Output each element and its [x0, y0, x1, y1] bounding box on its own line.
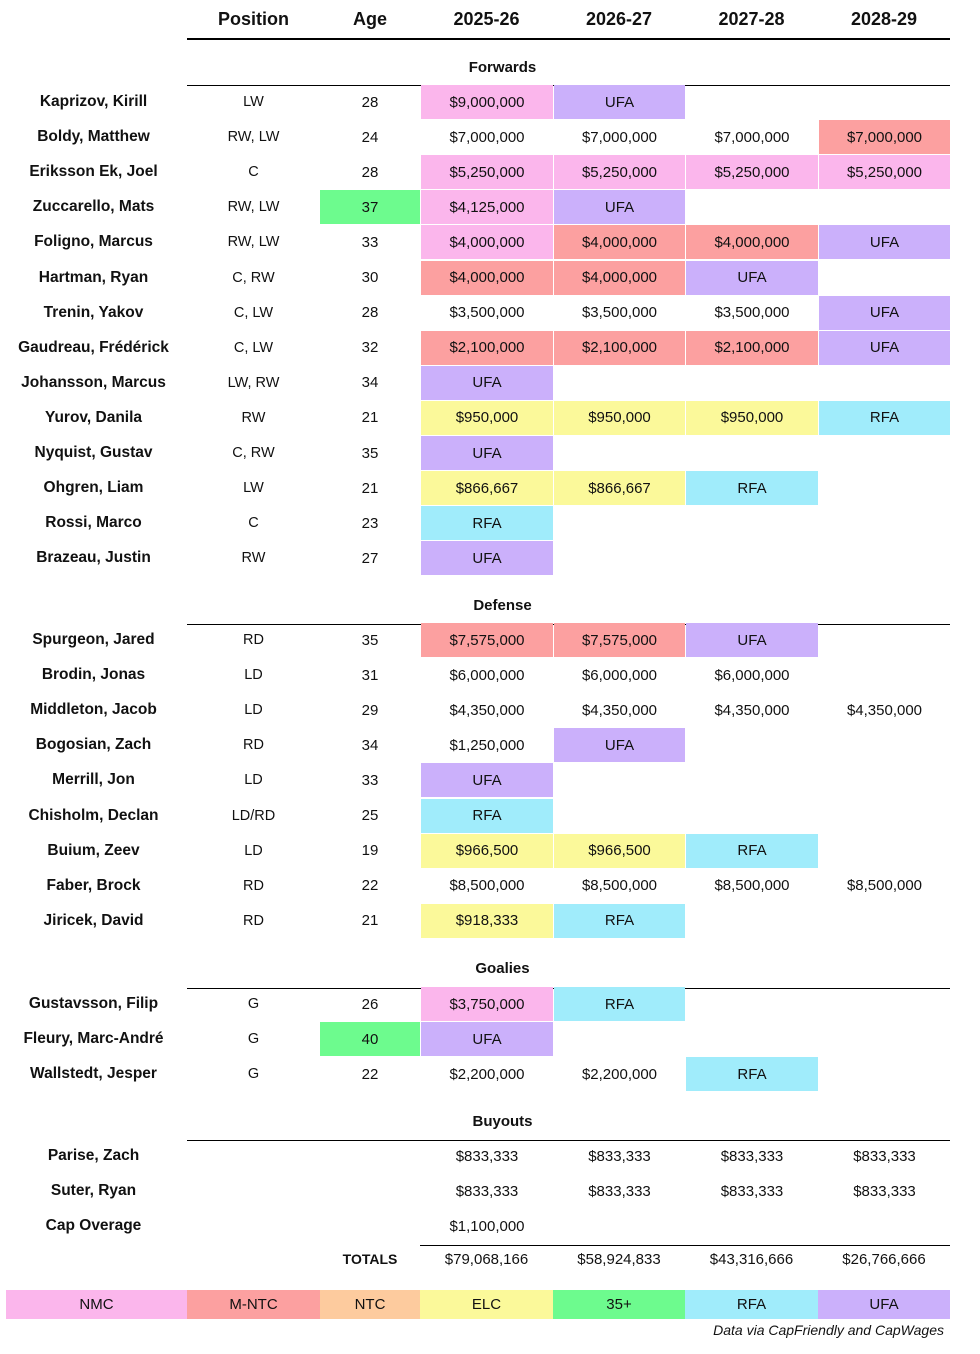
salary-cell: $4,350,000 — [846, 701, 923, 719]
player-row — [0, 1209, 980, 1244]
salary-cell — [554, 1209, 685, 1243]
player-position: RD — [243, 737, 264, 754]
totals-label: TOTALS — [342, 1251, 398, 1267]
player-name: Trenin, Yakov — [43, 303, 144, 321]
player-position: C, RW — [232, 445, 275, 461]
salary-cell: $833,333 — [588, 1147, 651, 1165]
player-age: 32 — [361, 339, 379, 357]
salary-cell — [686, 1022, 818, 1056]
salary-cell: $833,333 — [720, 1147, 784, 1165]
totals-row — [0, 1242, 980, 1277]
salary-cell: $8,500,000 — [449, 877, 525, 895]
salary-cell: $5,250,000 — [686, 155, 818, 189]
salary-cell: $4,000,000 — [421, 225, 553, 259]
player-row — [0, 658, 980, 693]
salary-cell: $966,500 — [554, 834, 685, 868]
player-position: G — [247, 996, 260, 1012]
section-title: Defense — [473, 597, 532, 614]
player-row — [0, 693, 980, 728]
player-age: 24 — [361, 128, 379, 146]
salary-cell: $950,000 — [554, 401, 685, 435]
player-position: RD — [243, 632, 264, 648]
player-row — [0, 190, 980, 225]
player-name: Cap Overage — [45, 1217, 142, 1235]
player-name: Gustavsson, Filip — [28, 995, 159, 1012]
salary-cell — [686, 85, 818, 119]
legend-item: NMC — [6, 1290, 187, 1319]
player-age: 21 — [361, 479, 379, 497]
salary-cell — [554, 799, 685, 833]
salary-cell — [819, 987, 950, 1021]
player-name: Merrill, Jon — [52, 771, 135, 789]
salary-cell: $866,667 — [554, 471, 685, 505]
player-row — [0, 120, 980, 155]
salary-cell — [686, 190, 818, 224]
player-name: Hartman, Ryan — [38, 268, 149, 286]
player-row — [0, 85, 980, 120]
player-position: LW, RW — [227, 374, 280, 391]
salary-cell: $6,000,000 — [449, 666, 525, 684]
salary-cell: $8,500,000 — [714, 877, 790, 895]
player-name: Bogosian, Zach — [35, 736, 152, 754]
player-position: RW, LW — [227, 129, 280, 146]
salary-cell: UFA — [421, 436, 553, 470]
salary-cell: UFA — [421, 763, 553, 797]
salary-cell: UFA — [686, 623, 818, 657]
player-name: Gaudreau, Frédérick — [18, 338, 169, 356]
player-position: RW, LW — [227, 199, 280, 216]
player-row — [0, 834, 980, 869]
salary-cell: $2,100,000 — [686, 331, 818, 365]
salary-cell: $4,000,000 — [686, 225, 818, 259]
salary-cell — [819, 190, 950, 224]
player-age: 28 — [361, 93, 379, 111]
salary-cell: $833,333 — [853, 1147, 916, 1165]
salary-cell — [819, 506, 950, 540]
player-row — [0, 296, 980, 331]
salary-cell: $866,667 — [421, 471, 553, 505]
player-name: Chisholm, Declan — [28, 806, 159, 824]
player-row — [0, 799, 980, 834]
legend-item: UFA — [818, 1290, 950, 1319]
salary-cell: UFA — [421, 366, 553, 400]
salary-cell — [819, 1209, 950, 1243]
salary-cell: UFA — [819, 296, 950, 330]
salary-cell: UFA — [819, 225, 950, 259]
salary-cell: $3,750,000 — [421, 987, 553, 1021]
salary-cell — [819, 261, 950, 295]
player-age: 35 — [361, 444, 379, 462]
player-position: LW — [243, 480, 264, 497]
player-name: Fleury, Marc-André — [23, 1030, 164, 1048]
salary-cell: RFA — [554, 987, 685, 1021]
salary-cell: RFA — [686, 834, 818, 868]
salary-cell: $2,200,000 — [449, 1065, 525, 1083]
salary-cell: $4,350,000 — [714, 701, 790, 719]
player-row — [0, 904, 980, 939]
salary-cell: $1,100,000 — [449, 1217, 525, 1235]
salary-cell — [819, 728, 950, 762]
player-name: Brazeau, Justin — [36, 549, 151, 567]
salary-cell: $7,000,000 — [581, 128, 658, 146]
player-age: 34 — [361, 736, 379, 754]
salary-cell: RFA — [421, 799, 553, 833]
salary-cell: $3,500,000 — [714, 304, 790, 322]
salary-cell: $2,200,000 — [581, 1065, 658, 1083]
legend-item: M-NTC — [187, 1290, 320, 1319]
totals-value: $43,316,666 — [709, 1250, 794, 1268]
salary-cell: UFA — [819, 331, 950, 365]
section-title: Buyouts — [472, 1113, 533, 1130]
salary-cell: UFA — [554, 85, 685, 119]
player-row — [0, 869, 980, 904]
header-season-2: 2026-27 — [585, 8, 653, 29]
player-position: C, LW — [233, 304, 274, 321]
player-position — [187, 1209, 320, 1243]
salary-cell: $3,500,000 — [581, 304, 658, 322]
salary-cell: $5,250,000 — [819, 155, 950, 189]
salary-cell — [554, 1022, 685, 1056]
header-season-1: 2025-26 — [453, 8, 520, 29]
salary-cell — [686, 763, 818, 797]
salary-cell: RFA — [686, 1057, 818, 1091]
salary-cell — [554, 763, 685, 797]
player-position: RW, LW — [227, 234, 280, 251]
legend-item: 35+ — [553, 1290, 685, 1319]
salary-cell: RFA — [819, 401, 950, 435]
totals-value: $79,068,166 — [444, 1250, 529, 1268]
salary-cell: $7,575,000 — [554, 623, 685, 657]
salary-cell — [819, 904, 950, 938]
player-age: 33 — [361, 233, 379, 251]
player-name: Foligno, Marcus — [34, 233, 153, 251]
salary-cell: $5,250,000 — [421, 155, 553, 189]
player-name: Zuccarello, Mats — [32, 198, 155, 216]
salary-cell: $7,000,000 — [449, 128, 525, 146]
salary-cell — [819, 799, 950, 833]
salary-cell — [686, 541, 818, 575]
player-age: 21 — [361, 409, 379, 427]
salary-cell — [686, 728, 818, 762]
header-season-4: 2028-29 — [850, 8, 918, 29]
player-name: Middleton, Jacob — [30, 701, 157, 719]
salary-cell: $4,350,000 — [449, 701, 525, 719]
player-position: RW — [241, 550, 266, 567]
salary-cell — [686, 987, 818, 1021]
salary-cell: $4,125,000 — [421, 190, 553, 224]
salary-cell: $950,000 — [421, 401, 553, 435]
player-position: C, RW — [232, 269, 275, 286]
player-name: Spurgeon, Jared — [32, 631, 155, 648]
player-position: RW — [241, 409, 266, 426]
player-position: LD/RD — [231, 807, 276, 824]
salary-cell: $4,350,000 — [581, 701, 658, 719]
player-age — [320, 1139, 420, 1173]
player-position: LD — [244, 772, 263, 789]
player-age: 28 — [361, 163, 379, 181]
player-age — [320, 1174, 420, 1208]
legend-item: ELC — [420, 1290, 553, 1319]
player-age: 22 — [361, 877, 379, 895]
salary-cell: $8,500,000 — [581, 877, 658, 895]
salary-cell: $2,100,000 — [421, 331, 553, 365]
salary-cell: UFA — [686, 261, 818, 295]
player-age: 35 — [361, 631, 379, 649]
player-row — [0, 1022, 980, 1057]
player-age: 19 — [361, 842, 379, 860]
player-position: LD — [244, 842, 263, 859]
salary-cell: $833,333 — [588, 1182, 651, 1200]
player-age: 33 — [361, 771, 379, 789]
player-age: 21 — [361, 912, 379, 930]
player-row — [0, 506, 980, 541]
salary-cell — [554, 506, 685, 540]
player-age: 23 — [361, 514, 379, 532]
salary-cell — [686, 506, 818, 540]
player-age: 37 — [320, 190, 420, 224]
player-name: Faber, Brock — [46, 876, 141, 894]
player-row — [0, 401, 980, 436]
player-row — [0, 471, 980, 506]
salary-cell — [686, 1209, 818, 1243]
player-name: Ohgren, Liam — [43, 479, 144, 497]
salary-cell — [819, 541, 950, 575]
player-name: Yurov, Danila — [44, 408, 143, 426]
salary-cell: $918,333 — [421, 904, 553, 938]
salary-cell: $6,000,000 — [581, 666, 658, 684]
legend-item: RFA — [685, 1290, 818, 1319]
player-position: C, LW — [233, 339, 274, 356]
player-name: Boldy, Matthew — [37, 128, 150, 146]
salary-cell: UFA — [421, 1022, 553, 1056]
header-age: Age — [352, 8, 387, 29]
player-age: 31 — [361, 666, 379, 684]
player-name: Buium, Zeev — [47, 841, 140, 859]
salary-cell: RFA — [421, 506, 553, 540]
salary-cell: UFA — [554, 728, 685, 762]
player-position: LW — [243, 94, 264, 110]
player-age: 29 — [361, 701, 379, 719]
player-age — [320, 1209, 420, 1243]
player-row — [0, 1174, 980, 1209]
player-position: RD — [243, 877, 264, 894]
salary-cell — [686, 904, 818, 938]
salary-cell: $9,000,000 — [421, 85, 553, 119]
salary-cell: $966,500 — [421, 834, 553, 868]
salary-cell — [819, 658, 950, 692]
player-name: Suter, Ryan — [50, 1182, 137, 1200]
player-name: Johansson, Marcus — [21, 373, 166, 391]
player-row — [0, 1139, 980, 1174]
player-position: LD — [244, 667, 263, 684]
salary-cell — [686, 436, 818, 470]
player-position: G — [247, 1031, 260, 1048]
player-position: LD — [244, 702, 263, 719]
salary-cell: $833,333 — [455, 1182, 519, 1200]
player-name: Nyquist, Gustav — [34, 444, 153, 461]
player-age: 30 — [361, 269, 379, 286]
salary-cell: $7,000,000 — [819, 120, 950, 154]
salary-cell: $8,500,000 — [846, 877, 923, 895]
player-row — [0, 366, 980, 401]
player-age: 27 — [361, 549, 379, 567]
salary-cell — [819, 366, 950, 400]
player-row — [0, 763, 980, 798]
salary-cell: $833,333 — [853, 1182, 916, 1200]
player-row — [0, 987, 980, 1022]
salary-cell: $2,100,000 — [554, 331, 685, 365]
player-row — [0, 1057, 980, 1092]
player-name: Jiricek, David — [43, 911, 144, 929]
player-row — [0, 331, 980, 366]
salary-cell: UFA — [421, 541, 553, 575]
player-name: Wallstedt, Jesper — [30, 1065, 157, 1083]
player-row — [0, 436, 980, 471]
player-row — [0, 155, 980, 190]
salary-cell — [819, 763, 950, 797]
salary-cell: UFA — [554, 190, 685, 224]
section-title: Goalies — [475, 960, 530, 977]
player-age: 22 — [361, 1065, 379, 1083]
player-row — [0, 261, 980, 296]
salary-cell: RFA — [686, 471, 818, 505]
salary-cell: $833,333 — [455, 1147, 519, 1165]
salary-cell: $5,250,000 — [554, 155, 685, 189]
player-age: 34 — [361, 374, 379, 392]
salary-cell: $7,000,000 — [714, 128, 790, 146]
salary-cell — [554, 541, 685, 575]
player-name: Rossi, Marco — [45, 514, 142, 532]
header-position: Position — [218, 8, 289, 29]
player-name: Brodin, Jonas — [41, 666, 146, 684]
player-age: 25 — [361, 807, 379, 824]
salary-cell: $3,500,000 — [449, 304, 525, 322]
player-position: RD — [243, 912, 264, 929]
salary-cell — [819, 436, 950, 470]
salary-cell — [819, 834, 950, 868]
salary-cell — [686, 366, 818, 400]
player-row — [0, 728, 980, 763]
data-credit: Data via CapFriendly and CapWages — [713, 1322, 944, 1338]
salary-cell — [686, 799, 818, 833]
player-row — [0, 541, 980, 576]
player-position — [187, 1174, 320, 1208]
player-name: Kaprizov, Kirill — [39, 93, 148, 110]
salary-cell: $950,000 — [686, 401, 818, 435]
salary-cell — [554, 436, 685, 470]
salary-cell: $4,000,000 — [554, 225, 685, 259]
totals-value: $58,924,833 — [577, 1250, 661, 1268]
salary-cell: $1,250,000 — [449, 736, 525, 754]
player-position: G — [247, 1066, 260, 1083]
salary-cell: $4,000,000 — [554, 261, 685, 295]
player-position — [187, 1139, 320, 1173]
legend-item: NTC — [320, 1290, 420, 1319]
player-position: C — [248, 515, 259, 532]
player-age: 26 — [361, 995, 379, 1013]
salary-cell — [554, 366, 685, 400]
player-name: Parise, Zach — [47, 1147, 140, 1164]
player-row — [0, 225, 980, 260]
salary-cell: $6,000,000 — [714, 666, 790, 684]
player-row — [0, 623, 980, 658]
salary-cell — [819, 623, 950, 657]
totals-value: $26,766,666 — [842, 1250, 926, 1268]
salary-cell: $4,000,000 — [421, 261, 553, 295]
header-season-3: 2027-28 — [718, 8, 785, 29]
header-rule — [187, 38, 950, 40]
player-name: Eriksson Ek, Joel — [29, 163, 158, 181]
salary-cell: $7,575,000 — [421, 623, 553, 657]
player-age: 28 — [361, 304, 379, 322]
section-title: Forwards — [468, 59, 537, 76]
salary-cell — [819, 1057, 950, 1091]
salary-cell: $833,333 — [720, 1182, 784, 1200]
salary-cell — [819, 1022, 950, 1056]
salary-cell — [819, 85, 950, 119]
salary-cell: RFA — [554, 904, 685, 938]
player-position: C — [248, 164, 259, 181]
salary-cell — [819, 471, 950, 505]
player-age: 40 — [320, 1022, 420, 1056]
